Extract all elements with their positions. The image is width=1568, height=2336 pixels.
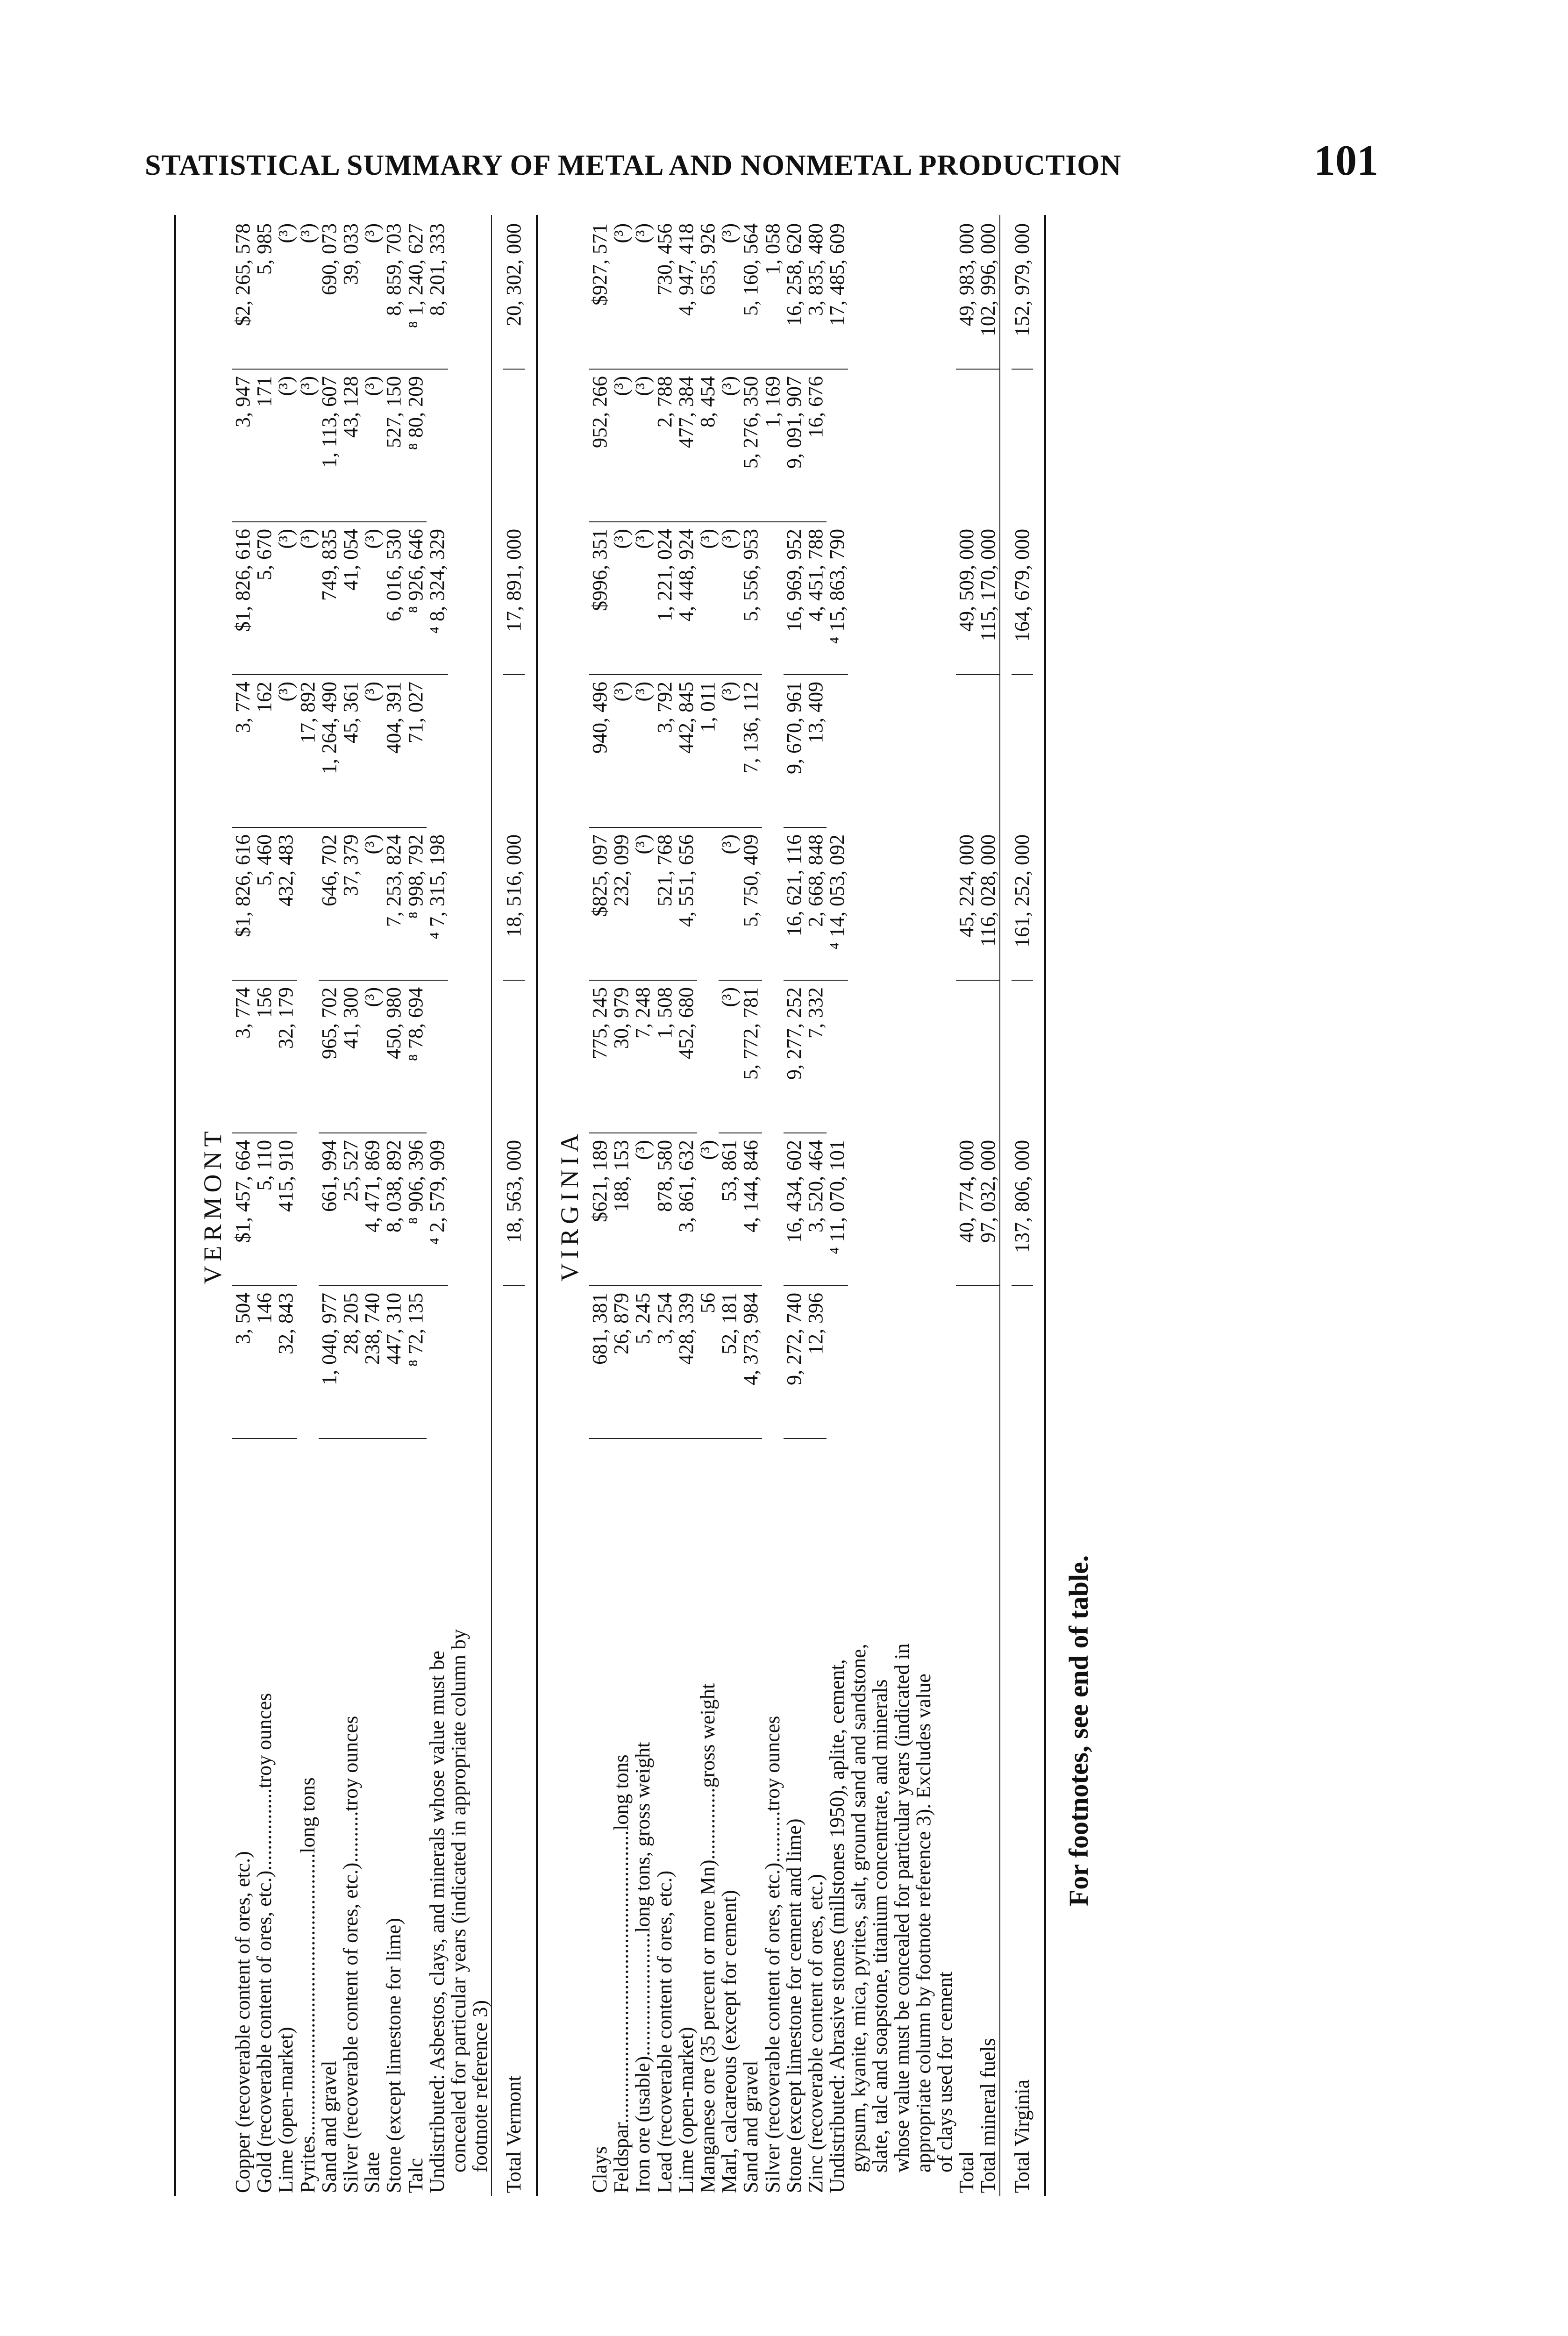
table-row <box>232 215 254 2196</box>
value-cell: 5, 160, 564 <box>740 217 762 370</box>
value-cell: 115, 170, 000 <box>977 522 999 675</box>
value-cell: 1, 011 <box>697 675 719 828</box>
value-cell: $621, 189 <box>589 1133 611 1286</box>
value-cell: 137, 806, 000 <box>1012 1133 1033 1286</box>
value-cell: 1, 040, 977 <box>319 1286 340 1439</box>
value-cell: ⁴ 15, 863, 790 <box>827 522 848 675</box>
table-row <box>805 215 827 2196</box>
value-cell: 4, 451, 788 <box>805 522 827 675</box>
value-cell: 415, 910 <box>275 1133 297 1286</box>
row-label: Stone (except limestone for lime) <box>382 1918 406 2193</box>
value-cell: ⁸ 926, 646 <box>405 522 427 675</box>
value-cell: 442, 845 <box>676 675 697 828</box>
value-cell: $825, 097 <box>589 828 611 981</box>
value-cell: 3, 861, 632 <box>676 1133 697 1286</box>
row-label: Lime (open-market) <box>674 2027 698 2193</box>
value-cell: 428, 339 <box>676 1286 697 1439</box>
value-cell: ⁸ 906, 396 <box>405 1133 427 1286</box>
value-cell: (³) <box>719 828 740 981</box>
value-cell: 71, 027 <box>405 675 427 828</box>
value-cell: ⁴ 2, 579, 909 <box>427 1133 448 1286</box>
value-cell: 26, 879 <box>611 1286 632 1439</box>
value-cell: 116, 028, 000 <box>977 828 999 981</box>
value-cell: 41, 054 <box>340 522 362 675</box>
value-cell: 3, 254 <box>654 1286 676 1439</box>
value-cell: ⁴ 7, 315, 198 <box>427 828 448 981</box>
value-cell: 527, 150 <box>383 370 405 522</box>
table-row <box>999 215 1046 2196</box>
row-label: Feldspar.........................................................long tons <box>610 1754 633 2193</box>
value-cell: 12, 396 <box>805 1286 827 1439</box>
row-label: Copper (recoverable content of ores, etc.) <box>231 1851 254 2193</box>
value-cell: 432, 483 <box>275 828 297 981</box>
value-cell: 646, 702 <box>319 828 340 981</box>
value-cell: 8, 859, 703 <box>383 217 405 370</box>
value-cell: 18, 563, 000 <box>503 1133 525 1286</box>
value-cell: 4, 373, 984 <box>740 1286 762 1439</box>
value-cell: 8, 038, 892 <box>383 1133 405 1286</box>
value-cell: 5, 750, 409 <box>740 828 762 981</box>
value-cell: 4, 947, 418 <box>676 217 697 370</box>
value-cell: 49, 509, 000 <box>956 522 977 675</box>
value-cell: 37, 379 <box>340 828 362 981</box>
value-cell: 450, 980 <box>383 981 405 1133</box>
value-cell: (³) <box>697 522 719 675</box>
value-cell: (³) <box>362 675 383 828</box>
value-cell: 152, 979, 000 <box>1012 217 1033 370</box>
value-cell: 965, 702 <box>319 981 340 1133</box>
value-cell: $1, 826, 616 <box>232 828 254 981</box>
value-cell: (³) <box>362 370 383 522</box>
row-label: Undistributed: Abrasive stones (millstones 1950), aplite, cement, gypsum, kyanite, mica, pyrites, salt, ground sand and sandstone, slate, talc and soapstone, titanium concentrate, and minerals whose value must be concealed for particular years (indicated in appropriate column by footnote reference 3). Excludes value of clays used for cement <box>826 1643 956 2193</box>
row-label: Slate <box>361 2152 384 2193</box>
value-cell: (³) <box>632 522 654 675</box>
value-cell: 7, 332 <box>805 981 827 1133</box>
table-row <box>956 215 977 2196</box>
value-cell: 13, 409 <box>805 675 827 828</box>
value-cell: 16, 434, 602 <box>784 1133 805 1286</box>
table-row <box>427 215 492 2196</box>
section-title-vermont: VERMONT <box>199 1126 227 1284</box>
value-cell: 45, 361 <box>340 675 362 828</box>
value-cell: 1, 169 <box>762 370 784 522</box>
row-label: Total Virginia <box>1010 2079 1033 2193</box>
table-row <box>383 215 405 2196</box>
table-row <box>632 215 654 2196</box>
value-cell: ⁴ 11, 070, 101 <box>827 1133 848 1286</box>
value-cell: (³) <box>275 370 297 522</box>
section-title-virginia: VIRGINIA <box>556 1129 584 1282</box>
value-cell: 3, 504 <box>232 1286 254 1439</box>
value-cell: 730, 456 <box>654 217 676 370</box>
value-cell: 7, 253, 824 <box>383 828 405 981</box>
value-cell: 447, 310 <box>383 1286 405 1439</box>
table-row <box>340 215 362 2196</box>
value-cell: 952, 266 <box>589 370 611 522</box>
value-cell: 477, 384 <box>676 370 697 522</box>
value-cell: 43, 128 <box>340 370 362 522</box>
row-label: Zinc (recoverable content of ores, etc.) <box>804 1874 827 2193</box>
value-cell: 162 <box>254 675 275 828</box>
value-cell: 5, 460 <box>254 828 275 981</box>
virginia-rows <box>589 215 1046 2196</box>
value-cell: 28, 205 <box>340 1286 362 1439</box>
value-cell: 7, 248 <box>632 981 654 1133</box>
row-label: Lime (open-market) <box>274 2027 298 2193</box>
value-cell: 661, 994 <box>319 1133 340 1286</box>
value-cell: 3, 520, 464 <box>805 1133 827 1286</box>
value-cell: 7, 136, 112 <box>740 675 762 828</box>
value-cell: 171 <box>254 370 275 522</box>
value-cell: 1, 508 <box>654 981 676 1133</box>
value-cell: 5, 556, 953 <box>740 522 762 675</box>
value-cell: 16, 676 <box>805 370 827 522</box>
value-cell: (³) <box>362 981 383 1133</box>
value-cell: 4, 471, 869 <box>362 1133 383 1286</box>
value-cell: 146 <box>254 1286 275 1439</box>
value-cell: 5, 245 <box>632 1286 654 1439</box>
value-cell: (³) <box>719 522 740 675</box>
footnote-reference: For footnotes, see end of table. <box>1063 1555 1094 1906</box>
value-cell: (³) <box>275 217 297 370</box>
value-cell: 238, 740 <box>362 1286 383 1439</box>
value-cell: 4, 448, 924 <box>676 522 697 675</box>
value-cell: (³) <box>632 675 654 828</box>
value-cell: 53, 861 <box>719 1133 740 1286</box>
value-cell: 17, 892 <box>297 675 319 828</box>
value-cell: (³) <box>611 522 632 675</box>
row-label: Stone (except limestone for cement and lime) <box>782 1818 805 2193</box>
value-cell: 41, 300 <box>340 981 362 1133</box>
table-row <box>611 215 632 2196</box>
value-cell: 9, 091, 907 <box>784 370 805 522</box>
value-cell: (³) <box>362 522 383 675</box>
value-cell: ⁴ 14, 053, 092 <box>827 828 848 981</box>
table-row <box>977 215 999 2196</box>
value-cell: 775, 245 <box>589 981 611 1133</box>
value-cell: 164, 679, 000 <box>1012 522 1033 675</box>
value-cell: ⁴ 8, 324, 329 <box>427 522 448 675</box>
row-label: Clays <box>588 2146 611 2193</box>
value-cell: 156 <box>254 981 275 1133</box>
value-cell: (³) <box>275 675 297 828</box>
value-cell: ⁸ 80, 209 <box>405 370 427 522</box>
value-cell: 16, 969, 952 <box>784 522 805 675</box>
row-label: Sand and gravel <box>317 2060 341 2193</box>
row-label: Silver (recoverable content of ores, etc.)..........troy ounces <box>339 1716 362 2193</box>
table-row <box>254 215 275 2196</box>
value-cell: ⁸ 1, 240, 627 <box>405 217 427 370</box>
value-cell: 690, 073 <box>319 217 340 370</box>
value-cell: 3, 792 <box>654 675 676 828</box>
value-cell: 3, 774 <box>232 981 254 1133</box>
value-cell: 97, 032, 000 <box>977 1133 999 1286</box>
table-row <box>297 215 319 2196</box>
value-cell: 1, 058 <box>762 217 784 370</box>
value-cell: 4, 144, 846 <box>740 1133 762 1286</box>
value-cell: 232, 099 <box>611 828 632 981</box>
value-cell: (³) <box>362 828 383 981</box>
statistics-table <box>174 215 1174 2196</box>
value-cell: (³) <box>297 217 319 370</box>
value-cell: 635, 926 <box>697 217 719 370</box>
table-row <box>319 215 340 2196</box>
value-cell: 2, 788 <box>654 370 676 522</box>
value-cell: 940, 496 <box>589 675 611 828</box>
table-row <box>784 215 805 2196</box>
row-label: Silver (recoverable content of ores, etc.)..........troy ounces <box>761 1716 784 2193</box>
value-cell: 17, 891, 000 <box>503 522 525 675</box>
value-cell: 1, 264, 490 <box>319 675 340 828</box>
rotated-table <box>174 215 1174 2196</box>
value-cell: (³) <box>719 981 740 1133</box>
row-label: Manganese ore (35 percent or more Mn)..............gross weight <box>696 1683 719 2193</box>
value-cell: 521, 768 <box>654 828 676 981</box>
value-cell: (³) <box>697 1133 719 1286</box>
value-cell: 5, 772, 781 <box>740 981 762 1133</box>
value-cell: (³) <box>611 370 632 522</box>
value-cell: 30, 979 <box>611 981 632 1133</box>
table-top-rule <box>174 215 176 2196</box>
row-label: Lead (recoverable content of ores, etc.) <box>653 1870 676 2193</box>
running-title: STATISTICAL SUMMARY OF METAL AND NONMETAL PRODUCTION <box>145 150 1122 181</box>
row-label: Gold (recoverable content of ores, etc.)................troy ounces <box>253 1693 276 2193</box>
row-label: Sand and gravel <box>739 2060 763 2193</box>
value-cell: 5, 670 <box>254 522 275 675</box>
value-cell: 39, 033 <box>340 217 362 370</box>
value-cell: 9, 670, 961 <box>784 675 805 828</box>
value-cell: 20, 302, 000 <box>503 217 525 370</box>
table-row <box>405 215 427 2196</box>
value-cell: (³) <box>611 675 632 828</box>
value-cell: 5, 985 <box>254 217 275 370</box>
value-cell: 9, 277, 252 <box>784 981 805 1133</box>
value-cell: 56 <box>697 1286 719 1439</box>
vermont-rows <box>232 215 538 2196</box>
value-cell: 878, 580 <box>654 1133 676 1286</box>
table-row <box>762 215 784 2196</box>
value-cell: (³) <box>719 370 740 522</box>
value-cell: 1, 113, 607 <box>319 370 340 522</box>
row-label: Total mineral fuels <box>976 2038 1000 2193</box>
value-cell: 49, 983, 000 <box>956 217 977 370</box>
value-cell: 4, 551, 656 <box>676 828 697 981</box>
value-cell: 5, 110 <box>254 1133 275 1286</box>
table-row <box>827 215 956 2196</box>
value-cell: 102, 996, 000 <box>977 217 999 370</box>
value-cell: 32, 179 <box>275 981 297 1133</box>
value-cell: (³) <box>362 217 383 370</box>
value-cell: $1, 826, 616 <box>232 522 254 675</box>
value-cell: (³) <box>297 370 319 522</box>
value-cell: (³) <box>719 675 740 828</box>
value-cell: 25, 527 <box>340 1133 362 1286</box>
value-cell: 16, 621, 116 <box>784 828 805 981</box>
table-row <box>589 215 611 2196</box>
table-row <box>740 215 762 2196</box>
value-cell: ⁸ 78, 694 <box>405 981 427 1133</box>
value-cell: 3, 947 <box>232 370 254 522</box>
table-row <box>676 215 697 2196</box>
value-cell: (³) <box>632 370 654 522</box>
value-cell: (³) <box>632 1133 654 1286</box>
value-cell: 32, 843 <box>275 1286 297 1439</box>
table-row <box>697 215 719 2196</box>
row-label: Total <box>955 2151 978 2193</box>
value-cell: 161, 252, 000 <box>1012 828 1033 981</box>
value-cell: (³) <box>632 217 654 370</box>
value-cell: 8, 454 <box>697 370 719 522</box>
table-row <box>654 215 676 2196</box>
table-row <box>362 215 383 2196</box>
row-label: Undistributed: Asbestos, clays, and minerals whose value must be concealed for particular years (indicated in appropriate column by footnote reference 3) <box>425 1629 492 2193</box>
value-cell: 18, 516, 000 <box>503 828 525 981</box>
table-row <box>719 215 740 2196</box>
page-number: 101 <box>1314 136 1378 184</box>
value-cell: 404, 391 <box>383 675 405 828</box>
value-cell: 452, 680 <box>676 981 697 1133</box>
value-cell: ⁸ 72, 135 <box>405 1286 427 1439</box>
row-label: Talc <box>404 2158 427 2193</box>
table-row <box>275 215 297 2196</box>
value-cell: 16, 258, 620 <box>784 217 805 370</box>
value-cell: 6, 016, 530 <box>383 522 405 675</box>
value-cell: (³) <box>611 217 632 370</box>
value-cell: $927, 571 <box>589 217 611 370</box>
value-cell: (³) <box>297 522 319 675</box>
value-cell: $2, 265, 578 <box>232 217 254 370</box>
value-cell: 8, 201, 333 <box>427 217 448 370</box>
value-cell: 5, 276, 350 <box>740 370 762 522</box>
value-cell: 9, 272, 740 <box>784 1286 805 1439</box>
value-cell: 3, 835, 480 <box>805 217 827 370</box>
row-label: Marl, calcareous (except for cement) <box>718 1890 741 2193</box>
value-cell: 188, 153 <box>611 1133 632 1286</box>
value-cell: 1, 221, 024 <box>654 522 676 675</box>
value-cell: (³) <box>275 522 297 675</box>
page-header <box>145 135 1378 184</box>
value-cell: 681, 381 <box>589 1286 611 1439</box>
table-row <box>491 215 538 2196</box>
value-cell: 40, 774, 000 <box>956 1133 977 1286</box>
value-cell: 45, 224, 000 <box>956 828 977 981</box>
row-label: Iron ore (usable)........................long tons, gross weight <box>631 1742 655 2193</box>
row-label: Pyrites.......................................................long tons <box>296 1777 319 2193</box>
value-cell: 52, 181 <box>719 1286 740 1439</box>
value-cell: 749, 835 <box>319 522 340 675</box>
row-label: Total Vermont <box>502 2075 526 2193</box>
value-cell: (³) <box>719 217 740 370</box>
value-cell: (³) <box>632 828 654 981</box>
value-cell: $1, 457, 664 <box>232 1133 254 1286</box>
value-cell: 3, 774 <box>232 675 254 828</box>
value-cell: ⁸ 998, 792 <box>405 828 427 981</box>
value-cell: $996, 351 <box>589 522 611 675</box>
value-cell: 17, 485, 609 <box>827 217 848 370</box>
value-cell: 2, 668, 848 <box>805 828 827 981</box>
